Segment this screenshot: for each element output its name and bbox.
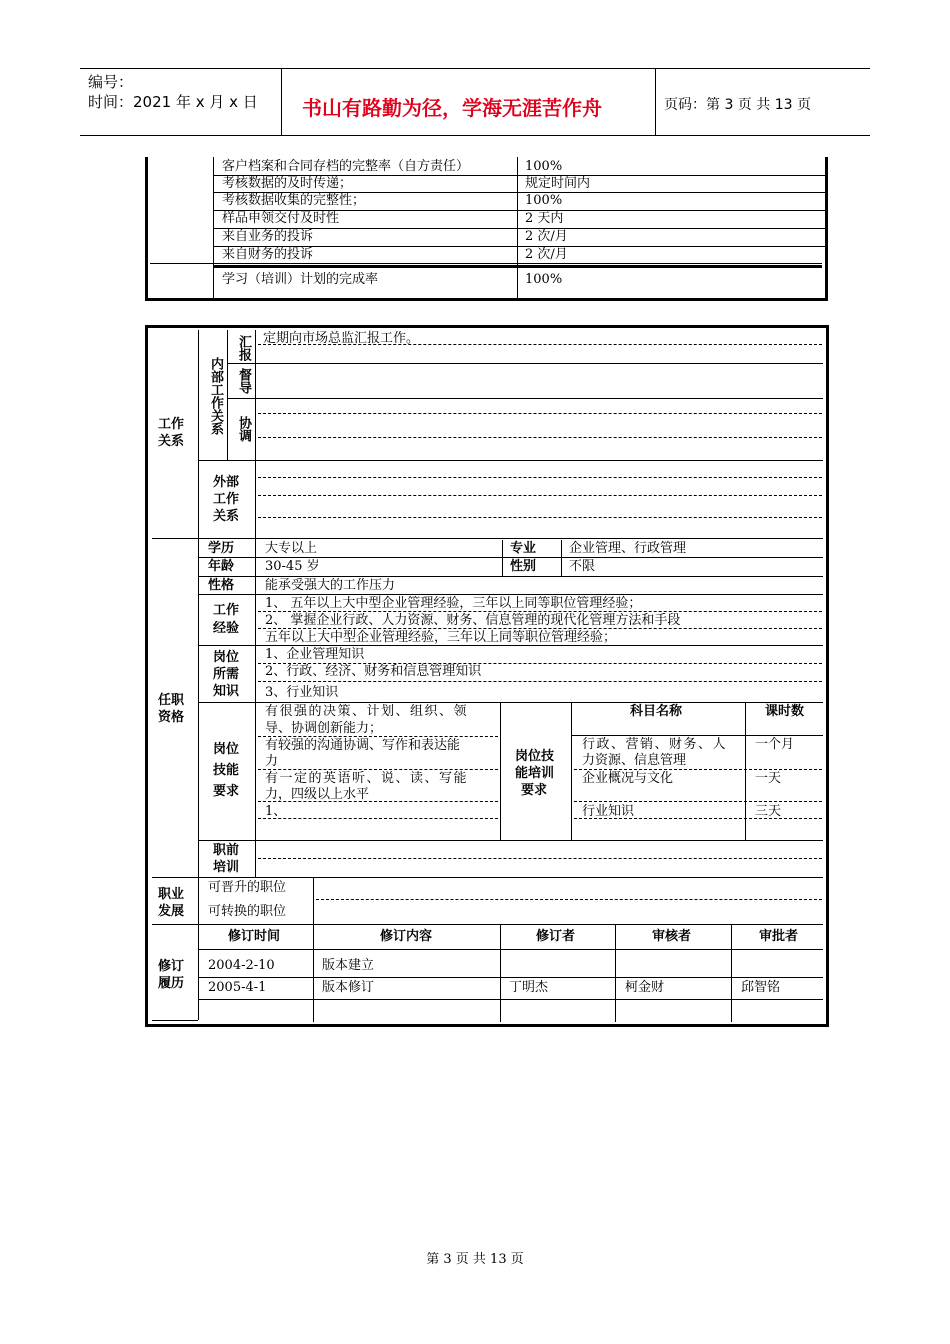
revision-cell: 丁明杰 — [509, 980, 549, 995]
course-name: 行业知识 — [582, 804, 635, 819]
experience-item: 五年以上大中型企业管理经验，三年以上同等职位管理经验； — [265, 630, 617, 645]
course-hours: 三天 — [755, 804, 782, 819]
kpi-target: 100% — [525, 159, 563, 174]
course-name: 企业概况与文化 — [582, 771, 674, 786]
revision-cell: 版本建立 — [322, 958, 375, 973]
section-label: 关系 — [158, 434, 185, 449]
course-name: 行政、营销、财务、人 — [582, 737, 728, 752]
training-label: 岗位技 — [515, 749, 555, 764]
major-value: 企业管理、行政管理 — [569, 541, 687, 556]
gender-label: 性别 — [510, 559, 537, 574]
experience-item: 1、 五年以上大中型企业管理经验，三年以上同等职位管理经验； — [265, 596, 642, 611]
revision-label: 履历 — [158, 976, 185, 991]
code-label: 编号： — [88, 73, 134, 91]
header-divider — [655, 68, 656, 136]
personality-label: 性格 — [208, 578, 235, 593]
experience-label: 经验 — [213, 621, 240, 636]
experience-item: 2、 掌握企业行政、人力资源、财务、信息管理的现代化管理方法和手段 — [265, 613, 681, 628]
skill-item: 有很强的决策、计划、组织、领 — [265, 704, 469, 719]
course-name: 力资源、信息管理 — [582, 753, 687, 768]
kpi-target: 2 天内 — [525, 211, 564, 226]
kpi-item: 样品申领交付及时性 — [222, 211, 340, 226]
pre-job-label: 职前 — [213, 843, 240, 858]
skill-item: 1、 — [265, 804, 287, 819]
kpi-target: 2 次/月 — [525, 229, 568, 244]
personality-value: 能承受强大的工作压力 — [265, 578, 396, 593]
revision-label: 修订 — [158, 959, 185, 974]
kpi-item: 考核数据收集的完整性； — [222, 193, 366, 208]
kpi-target: 规定时间内 — [525, 176, 591, 191]
revision-cell: 2005-4-1 — [208, 980, 267, 995]
skill-label: 要求 — [213, 784, 240, 799]
skill-item: 有较强的沟通协调、写作和表达能 — [265, 738, 461, 753]
supervise-label: 督导 — [236, 368, 251, 394]
skill-item: 有一定的英语听、说、读、写能 — [265, 771, 469, 786]
page-info: 页码：第 3 页 共 13 页 — [664, 97, 811, 113]
knowledge-label: 所需 — [213, 667, 240, 682]
knowledge-label: 岗位 — [213, 650, 240, 665]
skill-item: 力，四级以上水平 — [265, 787, 370, 802]
section-label: 工作 — [158, 417, 185, 432]
section-label: 资格 — [158, 710, 185, 725]
skill-label: 岗位 — [213, 742, 240, 757]
knowledge-item: 3、行业知识 — [265, 685, 339, 700]
skill-item: 力 — [265, 754, 279, 769]
internal-relations-label: 内部工作关系 — [208, 357, 223, 435]
header-bottom-rule — [80, 135, 870, 136]
knowledge-label: 知识 — [213, 684, 240, 699]
knowledge-item: 1、企业管理知识 — [265, 647, 365, 662]
revision-header: 修订时间 — [228, 929, 281, 944]
date-label: 时间：2021 年 x 月 x 日 — [88, 93, 258, 111]
major-label: 专业 — [510, 541, 537, 556]
kpi-target: 100% — [525, 272, 563, 287]
hours-header: 课时数 — [765, 704, 805, 719]
external-label: 工作 — [213, 492, 240, 507]
revision-cell: 邱智铭 — [741, 980, 781, 995]
revision-header: 审批者 — [759, 929, 799, 944]
kpi-item: 来自财务的投诉 — [222, 247, 314, 262]
motto: 书山有路勤为径，学海无涯苦作舟 — [302, 96, 602, 120]
career-label: 发展 — [158, 904, 185, 919]
promotion-label: 可晋升的职位 — [208, 880, 287, 895]
education-value: 大专以上 — [265, 541, 318, 556]
career-label: 职业 — [158, 887, 185, 902]
gender-value: 不限 — [569, 559, 596, 574]
revision-header: 审核者 — [652, 929, 692, 944]
report-label: 汇报 — [236, 335, 251, 361]
coordinate-label: 协调 — [236, 416, 251, 442]
kpi-item: 来自业务的投诉 — [222, 229, 314, 244]
revision-cell: 版本修订 — [322, 980, 375, 995]
report-text: 定期向市场总监汇报工作。 — [263, 331, 420, 346]
header-top-rule — [80, 68, 870, 69]
section-label: 任职 — [158, 693, 185, 708]
kpi-item: 学习（培训）计划的完成率 — [222, 272, 379, 287]
skill-item: 导、协调创新能力； — [265, 721, 383, 736]
course-header: 科目名称 — [630, 704, 683, 719]
skill-label: 技能 — [213, 763, 240, 778]
revision-header: 修订内容 — [380, 929, 433, 944]
external-label: 关系 — [213, 509, 240, 524]
kpi-target: 2 次/月 — [525, 247, 568, 262]
experience-label: 工作 — [213, 603, 240, 618]
training-label: 能培训 — [515, 766, 555, 781]
kpi-item: 客户档案和合同存档的完整率（自方责任） — [222, 159, 470, 174]
pre-job-label: 培训 — [213, 860, 240, 875]
kpi-target: 100% — [525, 193, 563, 208]
transfer-label: 可转换的职位 — [208, 904, 287, 919]
age-value: 30-45 岁 — [265, 559, 320, 574]
revision-cell: 2004-2-10 — [208, 958, 275, 973]
knowledge-item: 2、行政、经济、财务和信息管理知识 — [265, 664, 482, 679]
kpi-item: 考核数据的及时传递； — [222, 176, 353, 191]
page-footer: 第 3 页 共 13 页 — [426, 1252, 524, 1267]
header-divider — [281, 68, 282, 136]
revision-header: 修订者 — [536, 929, 576, 944]
external-label: 外部 — [213, 475, 240, 490]
age-label: 年龄 — [208, 559, 235, 574]
training-label: 要求 — [521, 783, 548, 798]
course-hours: 一个月 — [755, 737, 795, 752]
education-label: 学历 — [208, 541, 235, 556]
course-hours: 一天 — [755, 771, 782, 786]
revision-cell: 柯金财 — [625, 980, 665, 995]
